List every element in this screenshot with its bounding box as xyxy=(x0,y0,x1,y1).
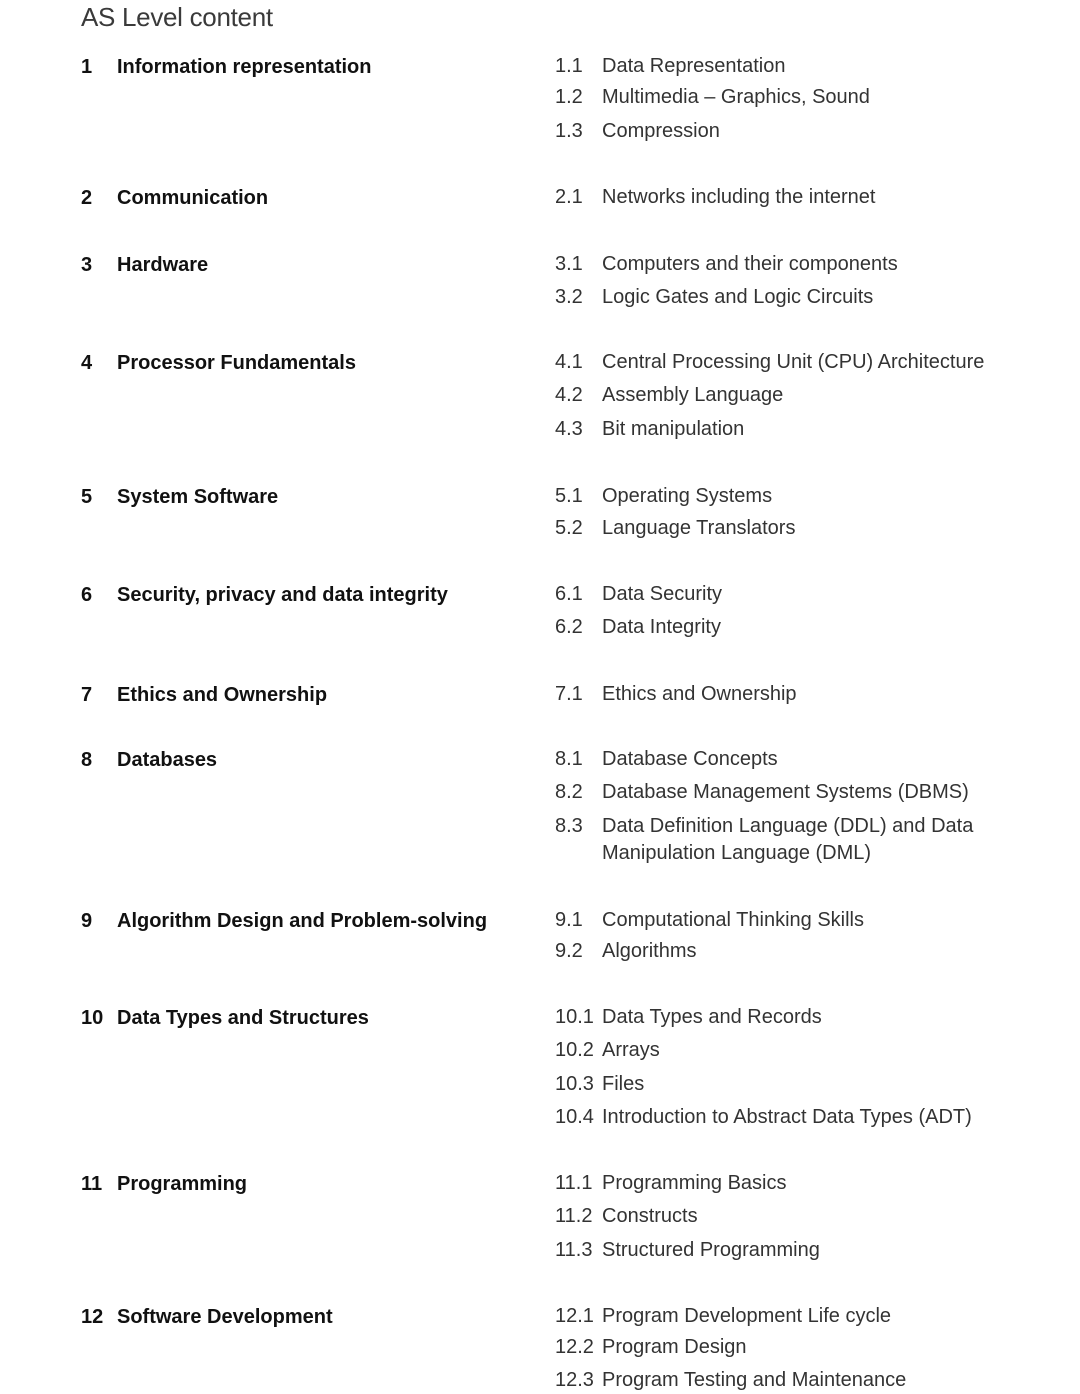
topic-title: Data Types and Structures xyxy=(117,1007,369,1029)
topic-number: 2 xyxy=(81,187,93,209)
subtopic-label: Data Integrity xyxy=(602,616,721,638)
topic-number: 4 xyxy=(81,352,93,374)
topic-number: 1 xyxy=(81,56,93,78)
topic-title: Algorithm Design and Problem-solving xyxy=(117,910,488,932)
topic-heading xyxy=(81,1172,247,1196)
subtopic-item xyxy=(555,746,1022,773)
subtopic-number: 10.4 xyxy=(555,1106,594,1128)
subtopic-item xyxy=(555,581,1022,608)
subtopic-item xyxy=(555,1303,1022,1330)
subtopic-label: Data Definition Language (DDL) and Data Manipulation Language (DML) xyxy=(602,815,974,864)
subtopic-label: Introduction to Abstract Data Types (ADT) xyxy=(602,1106,972,1128)
subtopic-label: Central Processing Unit (CPU) Architecture xyxy=(602,351,985,373)
subtopic-item xyxy=(555,1104,1022,1131)
subtopic-number: 11.2 xyxy=(555,1205,593,1227)
topic-heading xyxy=(81,186,268,210)
subtopic-number: 5.1 xyxy=(555,485,583,507)
topic-title: Security, privacy and data integrity xyxy=(117,584,448,606)
topic-heading xyxy=(81,55,371,79)
topic-heading xyxy=(81,1006,369,1030)
subtopic-number: 12.3 xyxy=(555,1369,594,1391)
subtopic-item xyxy=(555,416,1022,443)
subtopic-label: Files xyxy=(602,1073,645,1095)
subtopic-label: Arrays xyxy=(602,1039,660,1061)
subtopic-item xyxy=(555,907,1022,934)
subtopic-label: Program Testing and Maintenance xyxy=(602,1369,907,1391)
topic-heading xyxy=(81,253,208,277)
subtopic-label: Bit manipulation xyxy=(602,418,745,440)
subtopic-number: 4.1 xyxy=(555,351,583,373)
subtopic-label: Database Management Systems (DBMS) xyxy=(602,781,969,803)
subtopic-label: Computers and their components xyxy=(602,253,898,275)
topic-number: 8 xyxy=(81,749,93,771)
subtopic-label: Data Representation xyxy=(602,55,786,77)
subtopic-number: 12.2 xyxy=(555,1336,594,1358)
subtopic-label: Compression xyxy=(602,120,720,142)
subtopic-number: 4.2 xyxy=(555,384,583,406)
topic-heading xyxy=(81,485,278,509)
subtopic-number: 12.1 xyxy=(555,1305,594,1327)
subtopic-item xyxy=(555,813,1022,867)
topic-title: Processor Fundamentals xyxy=(117,352,356,374)
subtopic-number: 8.2 xyxy=(555,781,583,803)
subtopic-item xyxy=(555,84,1022,111)
topic-number: 12 xyxy=(81,1306,104,1328)
subtopic-label: Language Translators xyxy=(602,517,796,539)
topic-number: 7 xyxy=(81,684,93,706)
subtopic-number: 3.1 xyxy=(555,253,583,275)
subtopic-number: 10.1 xyxy=(555,1006,594,1028)
subtopic-label: Database Concepts xyxy=(602,748,778,770)
subtopic-item xyxy=(555,1004,1022,1031)
topic-number: 6 xyxy=(81,584,93,606)
page-title: AS Level content xyxy=(81,2,273,32)
topic-number: 11 xyxy=(81,1173,103,1195)
subtopic-item xyxy=(555,779,1022,806)
topic-title: System Software xyxy=(117,486,279,508)
subtopic-number: 11.3 xyxy=(555,1239,593,1261)
subtopic-label: Multimedia – Graphics, Sound xyxy=(602,86,870,108)
subtopic-number: 10.3 xyxy=(555,1073,594,1095)
topic-number: 3 xyxy=(81,254,93,276)
subtopic-item xyxy=(555,118,1022,145)
subtopic-number: 2.1 xyxy=(555,186,583,208)
subtopic-item xyxy=(555,1071,1022,1098)
subtopic-number: 9.1 xyxy=(555,909,583,931)
topic-number: 10 xyxy=(81,1007,104,1029)
subtopic-label: Logic Gates and Logic Circuits xyxy=(602,286,874,308)
topic-title: Hardware xyxy=(117,254,209,276)
topic-number: 5 xyxy=(81,486,93,508)
subtopic-label: Constructs xyxy=(602,1205,698,1227)
subtopic-item xyxy=(555,938,1022,965)
subtopic-label: Operating Systems xyxy=(602,485,773,507)
subtopic-item xyxy=(555,1203,1022,1230)
subtopic-item xyxy=(555,184,1022,211)
subtopic-label: Ethics and Ownership xyxy=(602,683,797,705)
subtopic-item xyxy=(555,349,1022,376)
subtopic-label: Algorithms xyxy=(602,940,697,962)
topic-heading xyxy=(81,683,327,707)
subtopic-number: 1.3 xyxy=(555,120,583,142)
subtopic-number: 10.2 xyxy=(555,1039,594,1061)
topic-title: Ethics and Ownership xyxy=(117,684,328,706)
subtopic-item xyxy=(555,515,1022,542)
topic-title: Software Development xyxy=(117,1306,333,1328)
subtopic-number: 11.1 xyxy=(555,1172,593,1194)
topic-heading xyxy=(81,583,448,607)
subtopic-label: Data Security xyxy=(602,583,723,605)
subtopic-number: 8.1 xyxy=(555,748,583,770)
subtopic-number: 1.2 xyxy=(555,86,583,108)
topic-heading xyxy=(81,748,217,772)
subtopic-label: Programming Basics xyxy=(602,1172,787,1194)
subtopic-item xyxy=(555,1334,1022,1361)
subtopic-label: Program Development Life cycle xyxy=(602,1305,892,1327)
topic-heading xyxy=(81,1305,333,1329)
subtopic-label: Networks including the internet xyxy=(602,186,876,208)
subtopic-number: 3.2 xyxy=(555,286,583,308)
subtopic-item xyxy=(555,382,1022,409)
subtopic-label: Computational Thinking Skills xyxy=(602,909,864,931)
topic-heading xyxy=(81,351,356,375)
subtopic-item xyxy=(555,1037,1022,1064)
subtopic-item xyxy=(555,1367,1022,1394)
subtopic-label: Data Types and Records xyxy=(602,1006,822,1028)
subtopic-label: Structured Programming xyxy=(602,1239,820,1261)
topic-title: Databases xyxy=(117,749,218,771)
topic-heading xyxy=(81,909,487,933)
subtopic-item xyxy=(555,251,1022,278)
topic-title: Programming xyxy=(117,1173,248,1195)
subtopic-item xyxy=(555,284,1022,311)
subtopic-number: 6.1 xyxy=(555,583,583,605)
subtopic-item xyxy=(555,1170,1022,1197)
subtopic-number: 8.3 xyxy=(555,815,583,837)
subtopic-label: Assembly Language xyxy=(602,384,784,406)
subtopic-item xyxy=(555,483,1022,510)
subtopic-item xyxy=(555,681,1022,708)
subtopic-item xyxy=(555,614,1022,641)
subtopic-number: 9.2 xyxy=(555,940,583,962)
topic-title: Communication xyxy=(117,187,269,209)
subtopic-number: 4.3 xyxy=(555,418,583,440)
topic-title: Information representation xyxy=(117,56,372,78)
topic-number: 9 xyxy=(81,910,93,932)
subtopic-label: Program Design xyxy=(602,1336,747,1358)
subtopic-number: 5.2 xyxy=(555,517,583,539)
subtopic-item xyxy=(555,53,1022,80)
subtopic-number: 7.1 xyxy=(555,683,583,705)
subtopic-number: 1.1 xyxy=(555,55,583,77)
subtopic-item xyxy=(555,1237,1022,1264)
subtopic-number: 6.2 xyxy=(555,616,583,638)
